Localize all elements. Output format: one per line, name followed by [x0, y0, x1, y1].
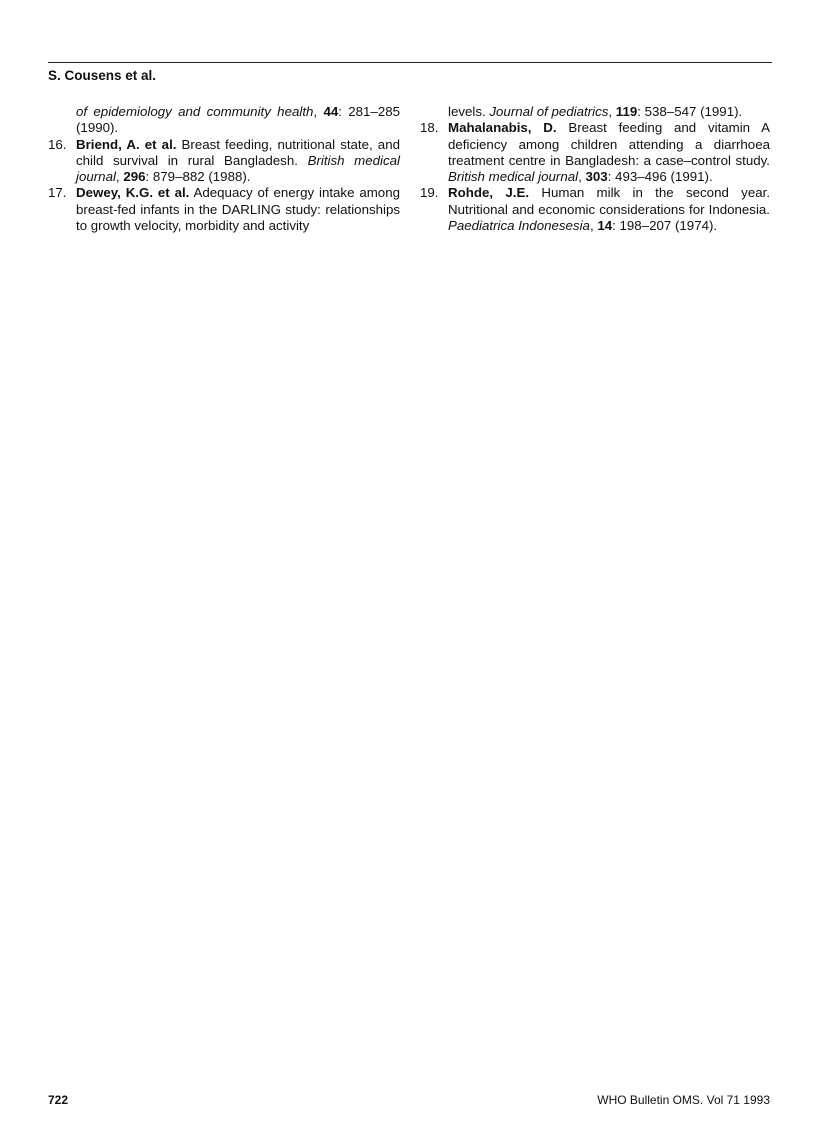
- ref-volume: 296: [123, 169, 146, 185]
- ref-journal: of epidemiology and community health: [76, 104, 314, 119]
- ref-volume: 303: [585, 169, 608, 185]
- ref-separator: ,: [589, 218, 598, 234]
- ref-number: 19.: [420, 185, 439, 201]
- ref-separator: ,: [313, 104, 324, 119]
- ref-author: Mahalanabis, D.: [448, 120, 557, 136]
- ref-number: 16.: [48, 136, 67, 152]
- ref-author: Rohde, J.E.: [448, 185, 530, 201]
- ref-journal: British medical journal: [448, 169, 579, 185]
- ref-volume: 14: [597, 218, 613, 234]
- footer-journal-info: WHO Bulletin OMS. Vol 71 1993: [597, 1093, 770, 1107]
- ref-title: Adequacy of energy intake among breast-fed infants in the DARLING study: relationships to growth velocity, morbidity and activity: [76, 185, 400, 234]
- ref-journal: Paediatrica Indonesesia: [448, 218, 590, 234]
- ref-separator: ,: [608, 104, 616, 119]
- ref-volume: 44: [323, 104, 339, 119]
- ref-pages: : 198–207 (1974).: [612, 218, 718, 234]
- running-head: S. Cousens et al.: [48, 68, 157, 83]
- ref-author: Dewey, K.G. et al.: [76, 185, 190, 201]
- ref-pages: : 538–547 (1991).: [637, 104, 743, 119]
- ref-author: Briend, A. et al.: [76, 136, 177, 152]
- header-rule: [48, 62, 772, 63]
- ref-pages: : 281–285 (1990).: [76, 104, 401, 136]
- references-left-column: [48, 104, 400, 234]
- ref-title: Human milk in the second year. Nutritional and economic considerations for Indonesia.: [448, 185, 771, 217]
- reference-17: [48, 185, 400, 234]
- ref-pages: : 493–496 (1991).: [607, 169, 713, 185]
- ref-number: 18.: [420, 120, 439, 136]
- reference-19: [420, 185, 770, 234]
- reference-18: [420, 120, 770, 185]
- ref-separator: ,: [578, 169, 586, 185]
- ref-journal: Journal of pediatrics: [489, 104, 609, 119]
- page-number: 722: [48, 1093, 69, 1107]
- reference-continuation: [420, 104, 770, 120]
- reference-16: [48, 137, 400, 186]
- ref-number: 17.: [48, 185, 67, 201]
- references-right-column: [420, 104, 770, 234]
- ref-separator: ,: [115, 169, 124, 185]
- ref-title: Breast feeding and vitamin A deficiency among children attending a diarrhoea treatment centre in Bangladesh: a case–control study.: [448, 120, 770, 168]
- ref-title: Breast feeding, nutritional state, and child survival in rural Bangladesh.: [76, 136, 400, 168]
- ref-text: levels.: [448, 104, 490, 119]
- ref-pages: : 879–882 (1988).: [145, 169, 251, 185]
- reference-continuation: [48, 104, 400, 137]
- ref-journal: British medical journal: [76, 152, 400, 185]
- ref-volume: 119: [615, 104, 638, 119]
